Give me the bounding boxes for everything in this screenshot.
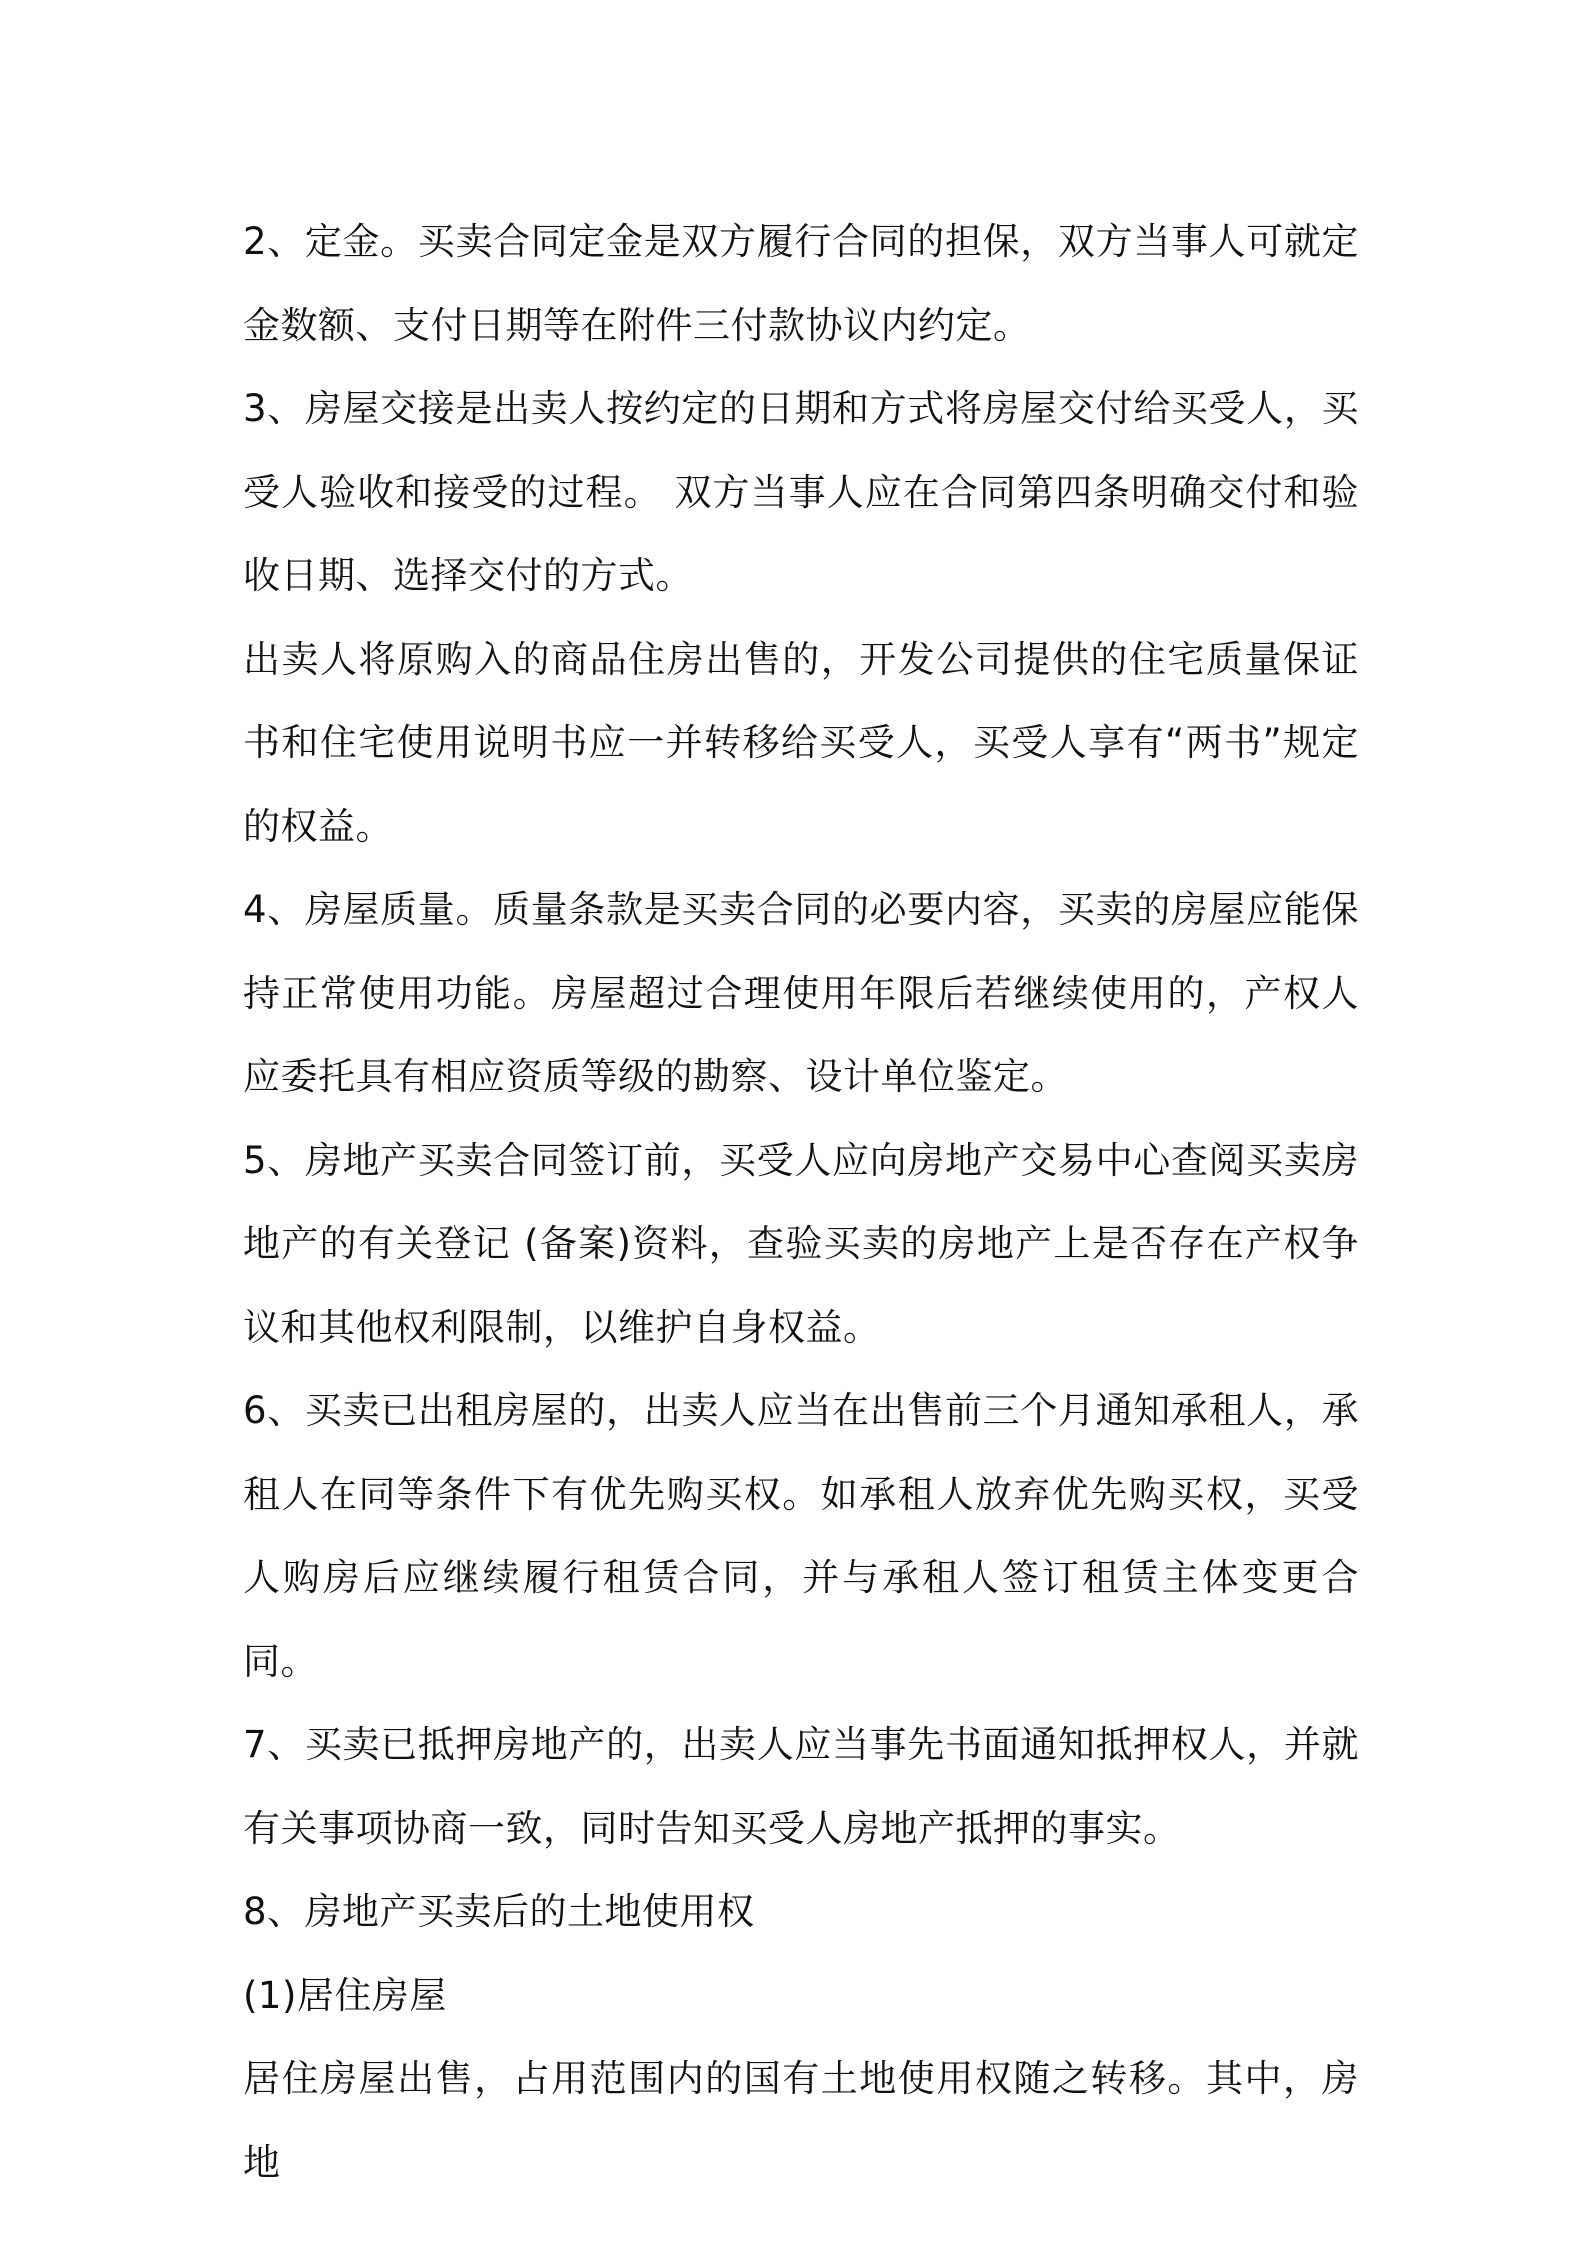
paragraph-deposit: 2、定金。买卖合同定金是双方履行合同的担保，双方当事人可就定金数额、支付日期等在附件三付款协议内约定。 (243, 220, 1359, 347)
document-body (243, 200, 1359, 2204)
paragraph-residential-heading: (1)居住房屋 (243, 1973, 447, 2017)
paragraph-rented-house: 6、买卖已出租房屋的，出卖人应当在出售前三个月通知承租人，承租人在同等条件下有优先购买权。如承租人放弃优先购买权，买受人购房后应继续履行租赁合同，并与承租人签订租赁主体变更合同。 (243, 1389, 1359, 1683)
paragraph-house-quality: 4、房屋质量。质量条款是买卖合同的必要内容，买卖的房屋应能保持正常使用功能。房屋超过合理使用年限后若继续使用的，产权人应委托具有相应资质等级的勘察、设计单位鉴定。 (243, 888, 1359, 1098)
paragraph-registration-check: 5、房地产买卖合同签订前，买受人应向房地产交易中心查阅买卖房地产的有关登记 (备案)资料，查验买卖的房地产上是否存在产权争议和其他权利限制，以维护自身权益。 (243, 1138, 1359, 1349)
paragraph-land-use-right: 8、房地产买卖后的土地使用权 (243, 1890, 755, 1933)
paragraph-residential-sale: 居住房屋出售，占用范围内的国有土地使用权随之转移。其中，房地 (243, 2057, 1359, 2184)
paragraph-handover: 3、房屋交接是出卖人按约定的日期和方式将房屋交付给买受人，买受人验收和接受的过程。 双方当事人应在合同第四条明确交付和验收日期、选择交付的方式。 (243, 387, 1359, 597)
paragraph-quality-documents: 出卖人将原购入的商品住房出售的，开发公司提供的住宅质量保证书和住宅使用说明书应一并转移给买受人，买受人享有“两书”规定的权益。 (243, 637, 1359, 848)
paragraph-mortgaged-property: 7、买卖已抵押房地产的，出卖人应当事先书面通知抵押权人，并就有关事项协商一致，同时告知买受人房地产抵押的事实。 (243, 1723, 1359, 1850)
